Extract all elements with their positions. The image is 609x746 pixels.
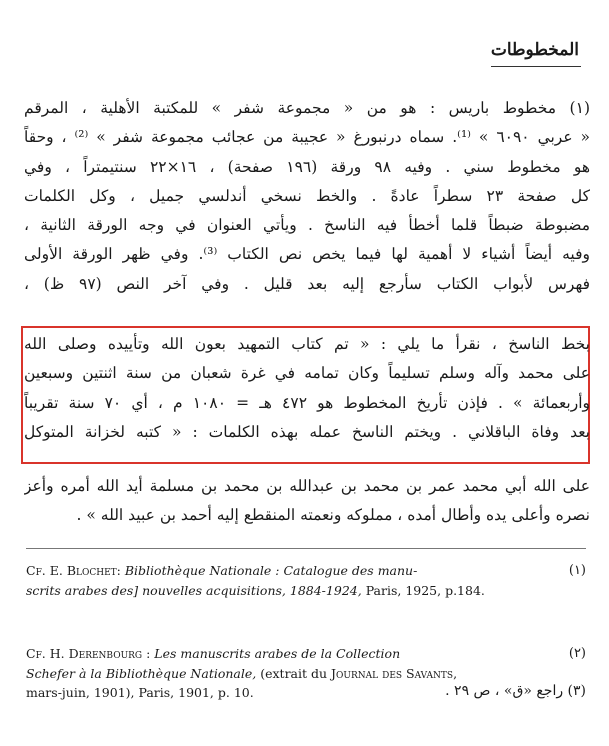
footnote-1 bbox=[26, 561, 586, 600]
text-line: بخط الناسخ ، نقرأ ما يلي : « تم كتاب التمهيد بعون الله وتأييده وصلى الله bbox=[24, 335, 590, 353]
footnote-separator bbox=[26, 548, 586, 549]
footnote-title: Schefer à la Bibliothèque Nationale, bbox=[26, 665, 257, 681]
text-line: وأربعمائة » . فإذن تأريخ المخطوط هو ٤٧٢ هـ = ١٠٨٠ م ، أي ٧٠ سنة تقريباً bbox=[24, 393, 590, 412]
footnote-publication: Paris, 1925, p.184. bbox=[365, 582, 485, 598]
footnote-title: scrits arabes des] nouvelles acquisitions, 1884-1924, bbox=[26, 582, 362, 598]
text-line: (١) مخطوط باريس : هو من « مجموعة شفر » للمكتبة الأهلية ، المرقم bbox=[24, 99, 590, 117]
footnote-title: Bibliothèque Nationale : Catalogue des manu- bbox=[124, 563, 418, 578]
heading-underline bbox=[491, 66, 581, 67]
footnote-author: Cf. E. Blochet: bbox=[26, 563, 121, 578]
footnote-3: (٣) راجع «ق» ، ص ٢٩ . bbox=[445, 683, 586, 699]
text-line: هو مخطوط سني . وفيه ٩٨ ورقة (١٩٦ صفحة) ، ١٦×٢٢ سنتيمتراً ، وفي bbox=[24, 157, 590, 176]
text-line: « عربي ٦٠٩٠ » ⁽¹⁾. سماه درنبورغ « عجيبة من عجائب مجموعة شفر » ⁽²⁾ ، وحقاً bbox=[24, 128, 590, 147]
text-line: على محمد وآله وسلم تسليماً وكان تمامه في غرة شعبان من سنة اثنتين وسبعين bbox=[24, 364, 590, 383]
text-line: نصره وأعلى يده وأطال أمده ، مملوكه ونعمته المنقطع إليه أحمد بن عبيد الله » . bbox=[76, 506, 590, 525]
footnote-number: (١) bbox=[568, 563, 586, 578]
text-line: وفيه أيضاً أشياء لا أهمية لها فيما يخص نص الكتاب ⁽³⁾. وفي ظهر الورقة الأولى bbox=[24, 245, 590, 264]
text-line: بعد وفاة الباقلاني . ويختم الناسخ عمله بهذه الكلمات : « كتبه لخزانة المتوكل bbox=[24, 422, 590, 441]
text-line: على الله أبي محمد عمر بن محمد بن عبدالله بن محمد بن مسلمة أيد الله أمره وأعز bbox=[24, 477, 590, 495]
text-line: فهرس لأبواب الكتاب سأرجع إليه بعد قليل . وفي آخر النص (٩٧ ظ) ، bbox=[24, 274, 590, 293]
footnote-title: Les manuscrits arabes de la Collection bbox=[154, 646, 401, 661]
text-line: كل صفحة ٢٣ سطراً عادةً . والخط نسخي أندلسي جميل ، وكل الكلمات bbox=[24, 186, 590, 205]
footnote-publication: mars-juin, 1901), Paris, 1901, p. 10. bbox=[26, 685, 254, 700]
footnote-number: (٢) bbox=[568, 646, 586, 661]
text-line: مضبوطة ضبطاً قلما أخطأ فيه الناسخ . ويأتي العنوان في وجه الورقة الثانية ، bbox=[24, 216, 590, 235]
page-heading: المخطوطات bbox=[490, 40, 579, 60]
main-paragraph bbox=[24, 94, 590, 299]
highlighted-paragraph bbox=[24, 330, 590, 447]
closing-paragraph bbox=[24, 472, 590, 531]
footnote-extract: (extrait du bbox=[260, 665, 328, 681]
footnote-journal: Journal des Savants, bbox=[331, 665, 458, 681]
footnote-author: Cf. H. Derenbourg : bbox=[26, 646, 151, 661]
